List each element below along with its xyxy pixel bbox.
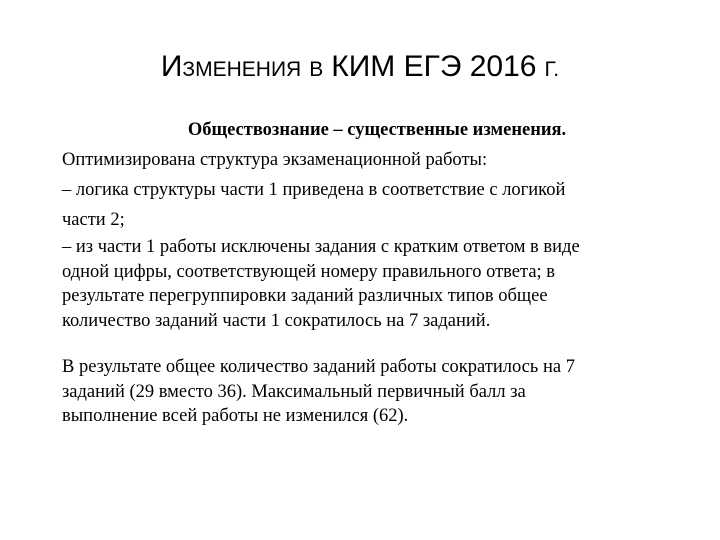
- title-word-izmeneniya: ЗМЕНЕНИЯ: [182, 58, 302, 81]
- paragraph-line: В результате общее количество заданий работы сократилось на 7: [62, 357, 575, 377]
- slide-title: [0, 50, 720, 84]
- title-word-v: В: [309, 58, 324, 81]
- paragraph-line: – из части 1 работы исключены задания с кратким ответом в виде: [62, 237, 580, 257]
- paragraph-line: количество заданий части 1 сократилось на 7 заданий.: [62, 310, 491, 331]
- body-line: – логика структуры части 1 приведена в соответствие с логикой: [62, 180, 566, 200]
- paragraph-line: результате перегруппировки заданий различных типов общее: [62, 286, 548, 306]
- body-line: Оптимизирована структура экзаменационной работы:: [62, 150, 488, 170]
- paragraph-result: [62, 355, 662, 429]
- paragraph-line: выполнение всей работы не изменился (62).: [62, 406, 409, 426]
- title-initial: И: [160, 50, 183, 83]
- subheading: Обществознание – существенные изменения.: [187, 120, 567, 140]
- slide-body: [62, 115, 662, 429]
- title-word-g: Г.: [544, 58, 560, 81]
- title-word-kim-ege: КИМ ЕГЭ 2016: [331, 50, 537, 83]
- paragraph-line: одной цифры, соответствующей номеру правильного ответа; в: [62, 261, 556, 282]
- body-line: части 2;: [62, 210, 125, 230]
- paragraph-changes: [62, 235, 662, 333]
- paragraph-line: заданий (29 вместо 36). Максимальный первичный балл за: [62, 381, 526, 402]
